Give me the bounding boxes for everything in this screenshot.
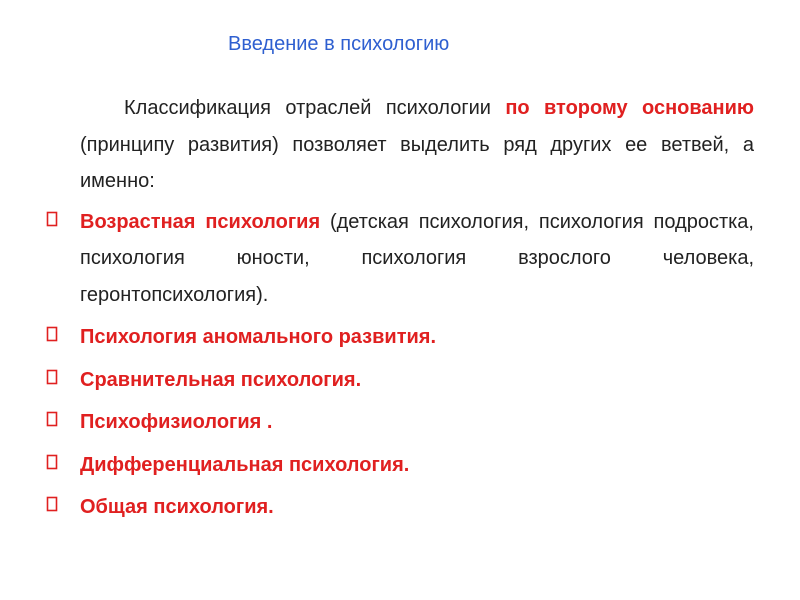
hollow-square-bullet-icon — [46, 411, 58, 427]
list-item-accent: Общая психология. — [80, 496, 274, 518]
intro-paragraph — [80, 90, 754, 200]
list-item-accent: Дифференциальная психология. — [80, 453, 410, 476]
intro-text-end: (принципу развития) позволяет выделить ряд других ее ветвей, а именно: — [80, 133, 754, 192]
list-item — [80, 319, 754, 356]
list-item — [80, 404, 754, 441]
hollow-square-bullet-icon — [46, 369, 58, 385]
list-item-text: (детская психология, психология подростка, психология юности, психология взрослого человека, геронтопсихология). — [80, 210, 754, 306]
list-item-accent: Психофизиология . — [80, 411, 273, 433]
list-item-accent: Психология аномального развития. — [80, 326, 437, 348]
hollow-square-bullet-icon — [46, 496, 58, 512]
list-item — [80, 204, 754, 314]
list-item — [80, 489, 754, 526]
list-item — [80, 362, 754, 399]
slide-title: Введение в психологию — [228, 33, 450, 55]
bullet-list — [80, 204, 754, 526]
intro-accent: по второму основанию — [505, 97, 754, 119]
list-item-accent: Сравнительная психология. — [80, 368, 362, 391]
hollow-square-bullet-icon — [46, 211, 58, 227]
intro-text-start: Классификация отраслей психологии — [124, 97, 506, 119]
list-item — [80, 447, 754, 484]
slide-content — [80, 90, 754, 532]
hollow-square-bullet-icon — [46, 326, 58, 342]
hollow-square-bullet-icon — [46, 454, 58, 470]
list-item-accent: Возрастная психология — [80, 210, 321, 233]
